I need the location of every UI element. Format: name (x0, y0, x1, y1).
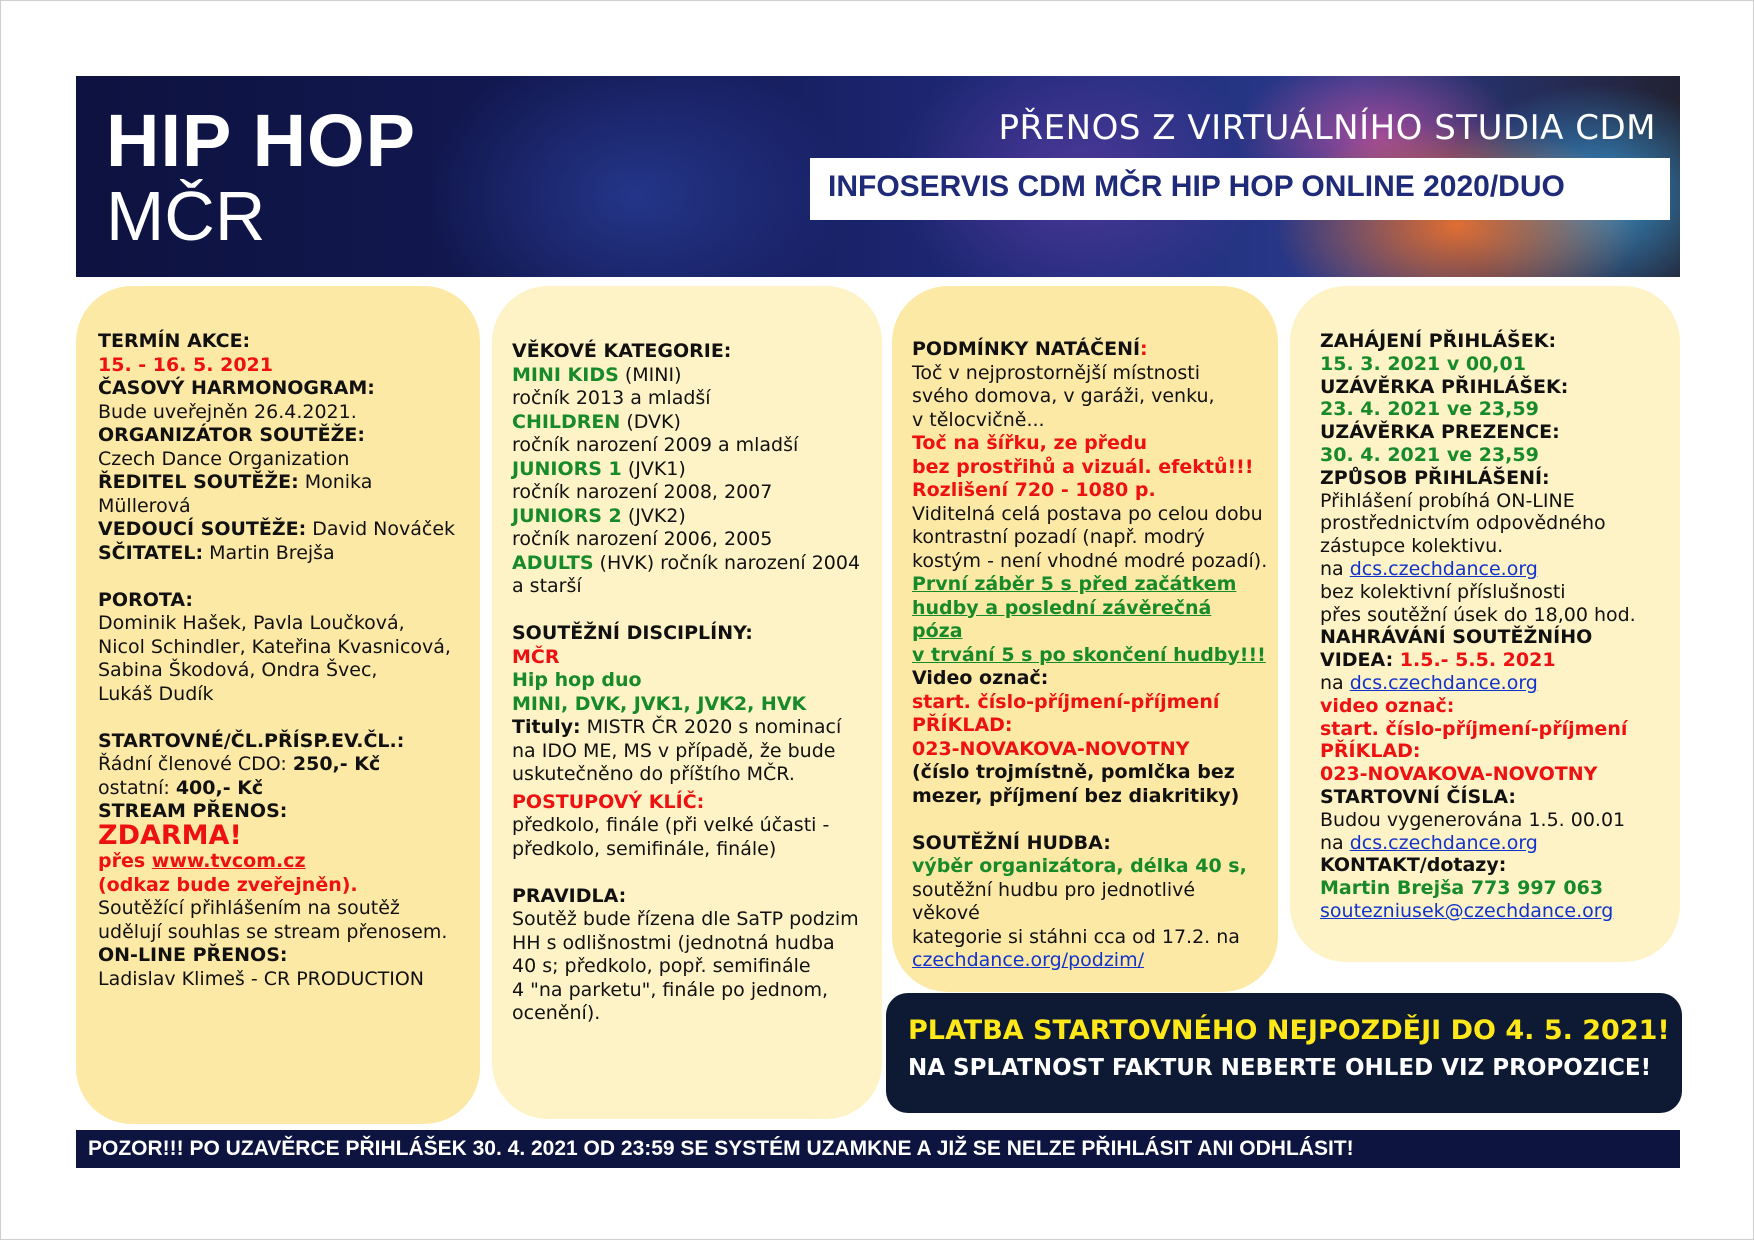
dcs-link-2[interactable]: dcs.czechdance.org (1349, 671, 1538, 694)
video-note: (číslo trojmístně, pomlčka bez mezer, příjmení bez diakritiky) (912, 761, 1240, 807)
ostatni-text: ostatní: (98, 776, 176, 799)
vekove-label: VĚKOVÉ KATEGORIE: (512, 340, 732, 362)
column-event-info (76, 286, 480, 1124)
na-text-3: na (1320, 831, 1350, 854)
video-label: Video označ: (912, 667, 1049, 689)
hudba-label: SOUTĚŽNÍ HUDBA: (912, 831, 1111, 854)
juniors2-value: ročník narození 2006, 2005 (512, 528, 773, 550)
children-abbr: (DVK) (620, 410, 681, 433)
stream-label: STREAM PŘENOS: (98, 800, 288, 822)
header-banner (76, 76, 1680, 277)
nahravani-value: 1.5.- 5.5. 2021 (1399, 649, 1556, 672)
zdarma-text: ZDARMA! (98, 819, 242, 851)
children-value: ročník narození 2009 a mladší (512, 434, 799, 456)
radni-value: 250,- Kč (292, 753, 381, 775)
prezence-label: UZÁVĚRKA PREZENCE: (1320, 421, 1560, 444)
adults-value: (HVK) ročník narození 2004 a starší (512, 551, 861, 597)
na-text-1: na (1320, 557, 1350, 580)
postup-label: POSTUPOVÝ KLÍČ: (512, 790, 705, 813)
zahajeni-value: 15. 3. 2021 v 00,01 (1320, 352, 1526, 375)
porota-value: Dominik Hašek, Pavla Loučková, Nicol Schindler, Kateřina Kvasnicová, Sabina Škodová, Ondra Švec, Lukáš Dudík (98, 612, 451, 705)
email-link[interactable]: souteznіusek@czechdance.org (1320, 899, 1614, 922)
zpusob-label: ZPŮSOB PŘIHLÁŠENÍ: (1320, 466, 1550, 489)
juniors1-abbr: (JVK1) (621, 457, 686, 480)
footer-warning (76, 1130, 1680, 1168)
column-categories-text (512, 340, 872, 1026)
banner-title-mcr: MČR (106, 177, 266, 255)
odkaz-text: (odkaz bude zveřejněn). (98, 873, 358, 896)
termin-label: TERMÍN AKCE: (98, 330, 251, 352)
tituly-label: Tituly: (512, 716, 581, 738)
column-registration-text (1320, 330, 1670, 923)
online-label: ON-LINE PŘENOS: (98, 944, 288, 966)
mini-label: MINI KIDS (512, 363, 619, 386)
disciplina-label: SOUTĚŽNÍ DISCIPLÍNY: (512, 622, 753, 644)
harmonogram-value: Bude uveřejněn 26.4.2021. (98, 400, 357, 423)
banner-title-hip-hop: HIP HOP (106, 99, 416, 182)
prezence-value: 30. 4. 2021 ve 23,59 (1320, 443, 1539, 466)
dcs-link-3[interactable]: dcs.czechdance.org (1349, 831, 1538, 854)
kontakt-label: KONTAKT/dotazy: (1320, 854, 1507, 877)
video-example-2: video označ: start. číslo-příjmení-příjmení PŘÍKLAD: 023-NOVAKOVA-NOVOTNY (1320, 694, 1628, 786)
organizator-label: ORGANIZÁTOR SOUTĚŽE: (98, 424, 365, 446)
scitatel-value: Martin Brejša (203, 541, 335, 564)
children-label: CHILDREN (512, 410, 621, 433)
hudba-value: soutěžní hudbu pro jednotlivé věkové kategorie si stáhni cca od 17.2. na (912, 878, 1240, 948)
mcr-label: MČR (512, 645, 560, 668)
podminky-value: Toč v nejprostornější místnosti svého domova, v garáži, venku, v tělocvičně... (912, 361, 1215, 431)
payment-notice-line1: PLATBA STARTOVNÉHO NEJPOZDĚJI DO 4. 5. 2021! (908, 1015, 1670, 1046)
zpusob-value: Přihlášení probíhá ON-LINE prostřednictvím odpovědného zástupce kolektivu. (1320, 489, 1606, 558)
postup-value: předkolo, finále (při velké účasti - předkolo, semifinále, finále) (512, 814, 830, 860)
podminky-colon: : (1140, 338, 1148, 360)
payment-notice-line2: NA SPLATNOST FAKTUR NEBERTE OHLED VIZ PROPOZICE! (908, 1055, 1652, 1081)
czechdance-podzim-link[interactable]: czechdance.org/podzim/ (912, 949, 1144, 971)
kategorie-list: MINI, DVK, JVK1, JVK2, HVK (512, 692, 807, 715)
column-event-info-text (98, 330, 468, 991)
mini-value: ročník 2013 a mladší (512, 387, 711, 409)
video-example: start. číslo-příjmení-příjmení PŘÍKLAD: 023-NOVAKOVA-NOVOTNY (912, 690, 1220, 760)
juniors1-value: ročník narození 2008, 2007 (512, 481, 773, 503)
pravidla-label: PRAVIDLA: (512, 884, 627, 907)
uzaverka-label: UZÁVĚRKA PŘIHLÁŠEK: (1320, 375, 1569, 398)
tituly-value: MISTR ČR 2020 s nominací na IDO ME, MS v případě, že bude uskutečněno do příštího MČR. (512, 716, 842, 785)
banner-subtitle: PŘENOS Z VIRTUÁLNÍHO STUDIA CDM (998, 108, 1656, 148)
banner-infoservis-box (810, 158, 1670, 220)
cisla-label: STARTOVNÍ ČÍSLA: (1320, 785, 1517, 808)
toc-text: Toč na šířku, ze předu bez prostřihů a vizuál. efektů!!! Rozlišení 720 - 1080 p. (912, 432, 1254, 501)
adults-label: ADULTS (512, 551, 594, 574)
zahajeni-label: ZAHÁJENÍ PŘIHLÁŠEK: (1320, 330, 1557, 352)
cisla-value: Budou vygenerována 1.5. 00.01 (1320, 808, 1626, 831)
duo-label: Hip hop duo (512, 669, 642, 691)
online-value: Ladislav Klimeš - CR PRODUCTION (98, 967, 425, 990)
termin-value: 15. - 16. 5. 2021 (98, 353, 273, 376)
footer-warning-text: POZOR!!! PO UZAVĚRCE PŘIHLÁŠEK 30. 4. 2021 OD 23:59 SE SYSTÉM UZAMKNE A JIŽ SE NELZE PŘIHLÁSIT ANI ODHLÁSIT! (88, 1137, 1354, 1160)
column-filming-text (912, 338, 1268, 973)
juniors1-label: JUNIORS 1 (512, 457, 622, 480)
column-categories (492, 286, 882, 1119)
scitatel-label: SČITATEL: (98, 541, 204, 564)
vedouci-value: David Nováček (306, 518, 456, 540)
bez-text: bez kolektivní příslušnosti přes soutěžní úsek do 18,00 hod. (1320, 580, 1636, 626)
startovne-label: STARTOVNÉ/ČL.PŘÍSP.EV.ČL.: (98, 729, 405, 752)
mini-abbr: (MINI) (618, 363, 682, 386)
juniors2-abbr: (JVK2) (621, 504, 686, 527)
souhlas-text: Soutěžící přihlášením na soutěž udělují souhlas se stream přenosem. (98, 897, 448, 943)
organizator-value: Czech Dance Organization (98, 447, 350, 470)
porota-label: POROTA: (98, 588, 193, 611)
reditel-label: ŘEDITEL SOUTĚŽE: (98, 471, 299, 493)
dcs-link-1[interactable]: dcs.czechdance.org (1349, 557, 1538, 580)
tvcom-link[interactable]: www.tvcom.cz (151, 850, 306, 872)
radni-text: Řádní členové CDO: (98, 753, 293, 775)
column-registration (1290, 286, 1680, 962)
payment-notice (886, 993, 1682, 1113)
ostatni-value: 400,- Kč (175, 776, 264, 799)
pres-text: přes (98, 850, 152, 872)
banner-infoservis-text: INFOSERVIS CDM MČR HIP HOP ONLINE 2020/DUO (828, 170, 1565, 203)
column-filming (892, 286, 1278, 992)
podminky-label: PODMÍNKY NATÁČENÍ (912, 338, 1141, 360)
harmonogram-label: ČASOVÝ HARMONOGRAM: (98, 377, 375, 399)
pravidla-value: Soutěž bude řízena dle SaTP podzim HH s odlišnostmi (jednotná hudba 40 s; předkolo, popř. semifinále 4 "na parketu", finále po jednom, ocenění). (512, 908, 859, 1024)
nahravani-label: NAHRÁVÁNÍ SOUTĚŽNÍHO VIDEA: (1320, 626, 1593, 672)
prvni-zaber-text: První záběr 5 s před začátkem hudby a poslední závěrečná póza v trvání 5 s po skončení hudby!!! (912, 573, 1266, 666)
juniors2-label: JUNIORS 2 (512, 504, 622, 527)
hudba-green: výběr organizátora, délka 40 s, (912, 855, 1247, 877)
na-text-2: na (1320, 671, 1350, 694)
vedouci-label: VEDOUCÍ SOUTĚŽE: (98, 518, 307, 540)
uzaverka-value: 23. 4. 2021 ve 23,59 (1320, 398, 1539, 421)
kontakt-value: Martin Brejša 773 997 063 (1320, 877, 1604, 900)
viditelna-text: Viditelná celá postava po celou dobu kontrastní pozadí (např. modrý kostým - není vhodné modré pozadí). (912, 502, 1268, 572)
reditel-value: Monika Müllerová (98, 471, 373, 517)
